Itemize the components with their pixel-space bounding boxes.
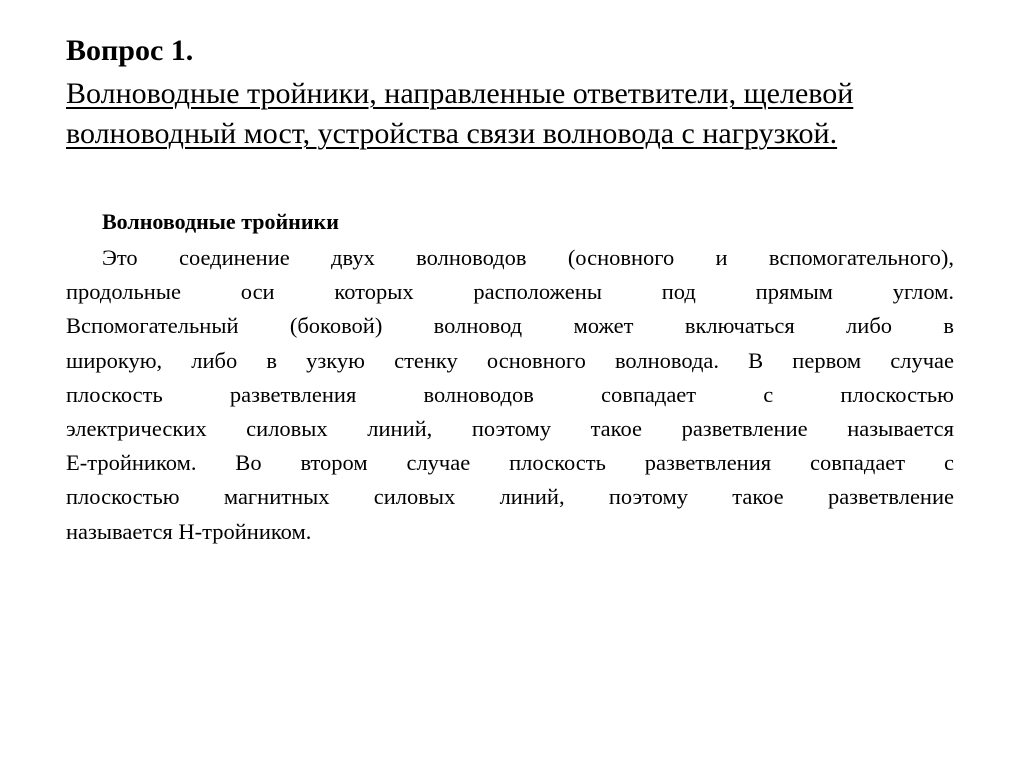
- paragraph-line: Это соединение двух волноводов (основного и вспомогательного),: [102, 245, 954, 270]
- question-title-line: волноводный мост, устройства связи волновода с нагрузкой.: [66, 117, 838, 150]
- paragraph-line: электрических силовых линий, поэтому такое разветвление называется: [66, 416, 954, 442]
- paragraph-line: плоскость разветвления волноводов совпадает с плоскостью: [66, 381, 954, 407]
- paragraph-line: плоскостью магнитных силовых линий, поэтому такое разветвление: [66, 484, 954, 510]
- question-title-line: Волноводные тройники, направленные ответвители, щелевой: [66, 77, 854, 110]
- question-number: Вопрос 1.: [66, 34, 194, 67]
- paragraph-line: Е-тройником. Во втором случае плоскость разветвления совпадает с: [66, 450, 954, 476]
- paragraph-line: продольные оси которых расположены под прямым углом.: [66, 279, 954, 305]
- paragraph-line: называется Н-тройником.: [66, 518, 312, 544]
- section-heading: Волноводные тройники: [102, 209, 339, 234]
- paragraph-line: Вспомогательный (боковой) волновод может включаться либо в: [66, 313, 954, 339]
- body-paragraph: [66, 241, 954, 549]
- question-title: [66, 74, 976, 154]
- paragraph-line: широкую, либо в узкую стенку основного волновода. В первом случае: [66, 347, 954, 373]
